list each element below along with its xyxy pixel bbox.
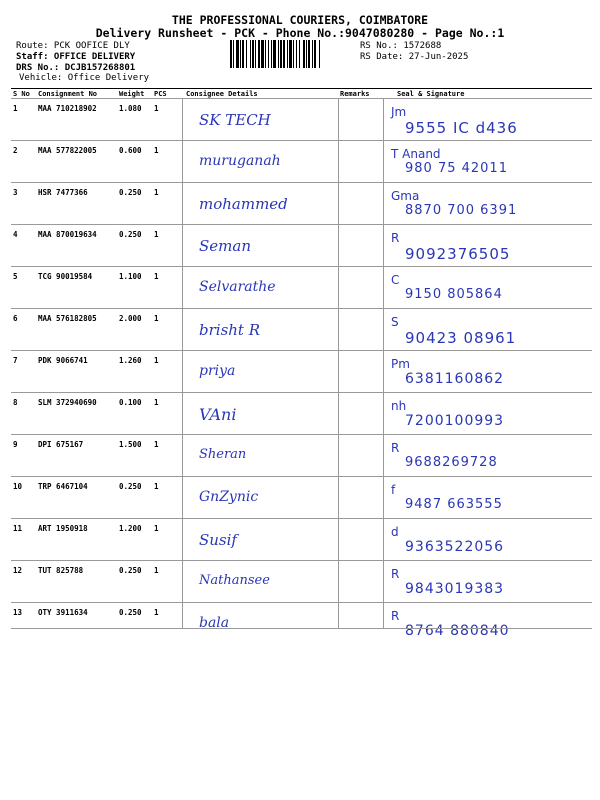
cell-pcs: 1	[154, 440, 159, 449]
consignee-handwriting: priya	[199, 363, 236, 379]
signature-mark: Gma	[391, 189, 420, 203]
cell-consignment-no: TCG 90019584	[38, 272, 93, 281]
table-row	[11, 140, 592, 183]
col-seal: Seal & Signature	[397, 90, 465, 98]
cell-consignment-no: ART 1950918	[38, 524, 88, 533]
cell-sno: 10	[13, 482, 23, 491]
consignee-handwriting: Selvarathe	[199, 279, 276, 295]
table-row	[11, 266, 592, 309]
cell-sno: 2	[13, 146, 18, 155]
consignee-handwriting: Susif	[199, 531, 237, 549]
signature-mark: R	[391, 567, 400, 581]
cell-sno: 9	[13, 440, 18, 449]
cell-weight: 1.260	[119, 356, 142, 365]
cell-weight: 0.250	[119, 188, 142, 197]
cell-consignment-no: SLM 372940690	[38, 398, 97, 407]
cell-weight: 2.000	[119, 314, 142, 323]
staff-label: Staff: OFFICE DELIVERY	[16, 52, 136, 62]
signature-phone: 8764 880840	[405, 623, 510, 639]
cell-weight: 0.250	[119, 608, 142, 617]
signature-phone: 9150 805864	[405, 287, 503, 302]
table-row	[11, 350, 592, 393]
cell-consignment-no: MAA 577822005	[38, 146, 97, 155]
table-row	[11, 98, 592, 141]
route-label: Route: PCK OOFICE DLY	[16, 41, 130, 51]
cell-consignment-no: DPI 675167	[38, 440, 84, 449]
cell-sno: 3	[13, 188, 18, 197]
cell-weight: 0.600	[119, 146, 142, 155]
table-row	[11, 434, 592, 477]
consignee-handwriting: Seman	[199, 237, 251, 255]
consignee-handwriting: GnZynic	[199, 489, 259, 505]
signature	[391, 483, 591, 517]
consignee-handwriting: Sheran	[199, 447, 247, 462]
cell-consignment-no: MAA 870019634	[38, 230, 97, 239]
cell-weight: 0.250	[119, 482, 142, 491]
table-row	[11, 308, 592, 351]
signature	[391, 147, 591, 181]
consignee-handwriting: SK TECH	[199, 111, 271, 129]
col-consignment: Consignment No	[38, 90, 98, 98]
cell-sno: 5	[13, 272, 18, 281]
consignee-handwriting: Nathansee	[199, 573, 270, 588]
signature-mark: T Anand	[391, 147, 441, 161]
signature-phone: 9092376505	[405, 245, 511, 263]
cell-sno: 4	[13, 230, 18, 239]
cell-sno: 7	[13, 356, 18, 365]
signature	[391, 357, 591, 391]
cell-sno: 11	[13, 524, 23, 533]
rs-number: RS No.: 1572688	[360, 41, 442, 51]
col-consignee: Consignee Details	[186, 90, 258, 98]
signature-mark: R	[391, 231, 400, 245]
cell-pcs: 1	[154, 146, 159, 155]
signature	[391, 525, 591, 559]
consignee-handwriting: brisht R	[199, 321, 261, 339]
cell-sno: 12	[13, 566, 23, 575]
cell-pcs: 1	[154, 524, 159, 533]
cell-weight: 0.100	[119, 398, 142, 407]
signature	[391, 189, 591, 223]
cell-consignment-no: TUT 825788	[38, 566, 84, 575]
table-row	[11, 182, 592, 225]
signature	[391, 273, 591, 307]
col-remarks: Remarks	[340, 90, 370, 98]
cell-consignment-no: MAA 710218902	[38, 104, 97, 113]
signature	[391, 315, 591, 349]
cell-consignment-no: HSR 7477366	[38, 188, 88, 197]
table-row	[11, 392, 592, 435]
table-bottom-rule	[11, 628, 592, 629]
cell-pcs: 1	[154, 608, 159, 617]
rs-date: RS Date: 27-Jun-2025	[360, 52, 469, 62]
cell-weight: 1.100	[119, 272, 142, 281]
signature-phone: 90423 08961	[405, 329, 517, 347]
signature-phone: 9363522056	[405, 539, 505, 555]
cell-pcs: 1	[154, 230, 159, 239]
signature-phone: 8870 700 6391	[405, 203, 518, 218]
cell-consignment-no: PDK 9066741	[38, 356, 88, 365]
table-row	[11, 224, 592, 267]
cell-weight: 1.200	[119, 524, 142, 533]
cell-pcs: 1	[154, 356, 159, 365]
table-row	[11, 560, 592, 603]
signature	[391, 105, 591, 139]
signature-mark: Jm	[391, 105, 407, 119]
cell-consignment-no: MAA 576182805	[38, 314, 97, 323]
cell-weight: 1.500	[119, 440, 142, 449]
signature-mark: Pm	[391, 357, 410, 371]
signature-mark: S	[391, 315, 399, 329]
signature-mark: nh	[391, 399, 407, 413]
drs-number: DRS No.: DCJB157268801	[16, 63, 136, 73]
cell-pcs: 1	[154, 566, 159, 575]
company-title: THE PROFESSIONAL COURIERS, COIMBATORE	[171, 13, 429, 27]
barcode	[230, 40, 350, 68]
signature-phone: 7200100993	[405, 413, 505, 429]
signature-phone: 9843019383	[405, 581, 505, 597]
signature	[391, 567, 591, 601]
signature	[391, 441, 591, 475]
cell-weight: 0.250	[119, 566, 142, 575]
signature-phone: 9688269728	[405, 455, 498, 470]
vehicle-label: Vehicle: Office Delivery	[19, 73, 150, 83]
signature-mark: R	[391, 441, 400, 455]
col-weight: Weight	[119, 90, 145, 98]
signature-mark: R	[391, 609, 400, 623]
cell-sno: 1	[13, 104, 18, 113]
cell-sno: 8	[13, 398, 18, 407]
table-row	[11, 518, 592, 561]
cell-weight: 0.250	[119, 230, 142, 239]
consignee-handwriting: VAni	[199, 405, 237, 424]
cell-pcs: 1	[154, 482, 159, 491]
cell-sno: 13	[13, 608, 23, 617]
table-row	[11, 476, 592, 519]
cell-pcs: 1	[154, 104, 159, 113]
cell-consignment-no: TRP 6467104	[38, 482, 88, 491]
col-pcs: PCS	[154, 90, 167, 98]
signature-phone: 6381160862	[405, 371, 505, 387]
runsheet-subtitle: Delivery Runsheet - PCK - Phone No.:9047080280 - Page No.:1	[95, 26, 505, 40]
consignee-handwriting: bala	[199, 615, 230, 631]
consignee-handwriting: mohammed	[199, 195, 288, 213]
signature-mark: f	[391, 483, 396, 497]
signature	[391, 399, 591, 433]
signature-phone: 9487 663555	[405, 497, 503, 512]
cell-weight: 1.080	[119, 104, 142, 113]
signature-phone: 9555 IC d436	[405, 119, 518, 137]
consignee-handwriting: muruganah	[199, 153, 281, 169]
signature	[391, 231, 591, 265]
col-sno: S No	[13, 90, 30, 98]
cell-pcs: 1	[154, 398, 159, 407]
cell-sno: 6	[13, 314, 18, 323]
table-row	[11, 602, 592, 645]
signature	[391, 609, 591, 643]
cell-consignment-no: OTY 3911634	[38, 608, 88, 617]
signature-phone: 980 75 42011	[405, 161, 508, 176]
cell-pcs: 1	[154, 188, 159, 197]
cell-pcs: 1	[154, 272, 159, 281]
signature-mark: d	[391, 525, 399, 539]
signature-mark: C	[391, 273, 400, 287]
cell-pcs: 1	[154, 314, 159, 323]
